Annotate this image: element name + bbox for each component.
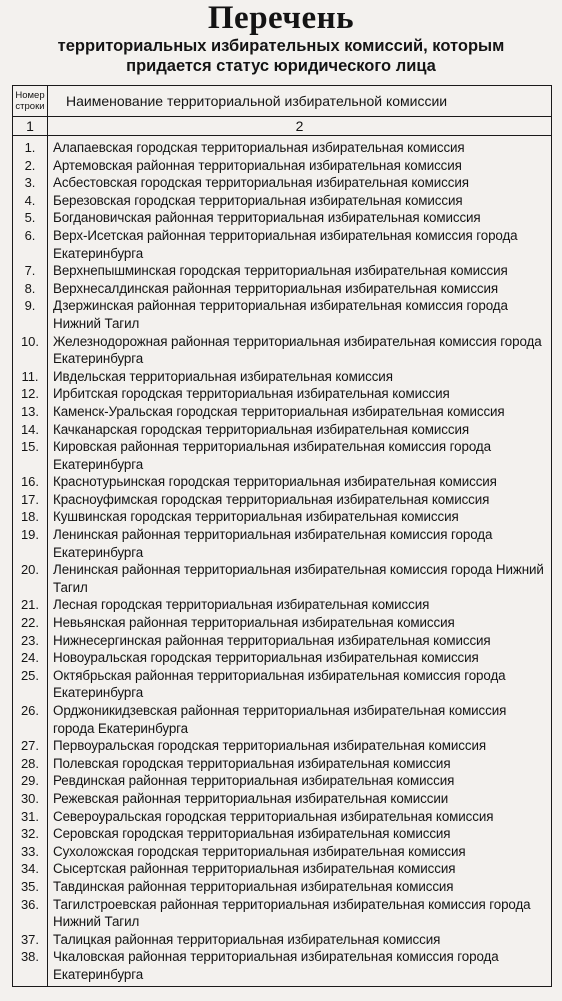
table-header-row [13,86,552,117]
row-number: 4. [24,192,36,208]
commission-name: Лесная городская территориальная избирательная комиссия [53,597,430,613]
row-number: 22. [20,615,40,631]
commission-name: Тагилстроевская районная территориальная избирательная комиссия города Нижний Тагил [53,896,531,930]
row-number: 27. [20,738,40,754]
commission-name: Октябрьская районная территориальная избирательная комиссия города Екатеринбурга [53,667,506,701]
row-number: 20. [20,562,40,578]
row-number: 14. [20,421,40,437]
row-number: 28. [20,755,40,771]
commission-name: Дзержинская районная территориальная избирательная комиссия города Нижний Тагил [53,298,508,331]
commission-name: Сысертская районная территориальная избирательная комиссия [53,861,456,877]
commission-name: Сухоложская городская территориальная избирательная комиссия [53,843,466,859]
row-number: 11. [21,368,39,384]
commission-name: Каменск-Уральская городская территориальная избирательная комиссия [53,403,505,419]
row-number: 35. [20,878,40,894]
commission-name: Талицкая районная территориальная избирательная комиссия [53,931,441,947]
commission-name: Первоуральская городская территориальная избирательная комиссия [53,738,486,754]
commission-name: Алапаевская городская территориальная избирательная комиссия [53,140,465,155]
row-number: 29. [20,773,40,789]
commission-name: Артемовская районная территориальная избирательная комиссия [53,157,462,173]
row-number: 12. [20,386,40,402]
commission-name: Кушвинская городская территориальная избирательная комиссия [53,509,459,525]
commission-name-column [48,136,552,987]
row-number: 32. [20,826,40,842]
commission-name: Ивдельская территориальная избирательная комиссия [53,368,393,384]
row-number: 16. [20,474,40,490]
document-subtitle-line-2: придается статус юридического лица [126,57,436,75]
row-number: 1. [24,140,36,155]
commission-name: Качканарская городская территориальная избирательная комиссия [53,421,469,437]
row-number: 10. [20,333,40,349]
index-cell-1: 1 [13,117,48,136]
commission-name: Краснотурьинская городская территориальная избирательная комиссия [53,474,497,490]
commission-name: Невьянская районная территориальная избирательная комиссия [53,615,455,631]
commission-name: Ревдинская районная территориальная избирательная комиссия [53,773,455,789]
document-subtitle-line-1: территориальных избирательных комиссий, которым [57,37,505,55]
commission-name: Новоуральская городская территориальная избирательная комиссия [53,650,479,666]
row-number-column [13,136,48,987]
commissions-table [12,85,552,987]
commission-name: Нижнесергинская районная территориальная избирательная комиссия [53,632,491,648]
document-page [0,1,562,1001]
commission-name: Полевская городская территориальная избирательная комиссия [53,755,451,771]
table-index-row [13,117,552,136]
table-body [13,136,552,987]
commission-name: Березовская городская территориальная избирательная комиссия [53,192,463,208]
row-number: 31. [20,808,40,824]
row-number: 30. [20,790,40,806]
header-row-number: Номер строки [13,86,48,117]
commission-name: Верхнепышминская городская территориальная избирательная комиссия [53,263,508,279]
row-number: 33. [20,843,40,859]
commission-name: Ленинская районная территориальная избирательная комиссия города Нижний Тагил [53,562,544,595]
row-number: 8. [24,280,36,296]
commission-name: Железнодорожная районная территориальная избирательная комиссия города Екатеринбурга [53,333,542,367]
document-title: Перечень [207,0,355,36]
row-number: 19. [20,527,40,543]
commission-name: Серовская городская территориальная избирательная комиссия [53,826,451,842]
index-cell-2: 2 [48,117,552,136]
row-number: 38. [20,949,40,965]
header-commission-name: Наименование территориальной избирательной комиссии [48,86,552,117]
commission-name: Североуральская городская территориальная избирательная комиссия [53,808,494,824]
commission-name: Богдановичская районная территориальная избирательная комиссия [53,210,481,226]
row-number: 18. [20,509,40,525]
row-number: 9. [24,298,36,314]
commission-name: Орджоникидзевская районная территориальная избирательная комиссия города Екатеринбурга [53,703,507,736]
commission-name: Верхнесалдинская районная территориальная избирательная комиссия [53,280,499,296]
commission-name: Асбестовская городская территориальная избирательная комиссия [53,175,469,191]
commission-name: Кировская районная территориальная избирательная комиссия города Екатеринбурга [53,439,491,472]
row-number: 17. [20,491,40,507]
row-number: 21. [20,597,40,613]
commission-name: Верх-Исетская районная территориальная избирательная комиссия города Екатеринбурга [53,227,518,261]
row-number: 24. [20,650,40,666]
commission-name: Ирбитская городская территориальная избирательная комиссия [53,386,450,402]
row-number: 25. [20,667,40,683]
commission-name: Чкаловская районная территориальная избирательная комиссия города Екатеринбурга [53,949,499,982]
row-number: 6. [24,227,36,243]
row-number: 34. [20,861,40,877]
commission-name: Режевская районная территориальная избирательная комиссии [53,790,449,806]
row-number: 36. [20,896,40,912]
row-number: 15. [20,439,40,455]
commission-name: Красноуфимская городская территориальная избирательная комиссия [53,491,490,507]
commission-name: Ленинская районная территориальная избирательная комиссия города Екатеринбурга [53,527,493,560]
row-number: 37. [20,931,40,947]
commission-name: Тавдинская районная территориальная избирательная комиссия [53,878,454,894]
row-number: 26. [20,703,40,718]
row-number: 23. [20,632,40,648]
row-number: 7. [24,263,36,279]
row-number: 3. [24,175,36,191]
row-number: 13. [20,403,40,419]
row-number: 5. [24,210,36,226]
row-number: 2. [24,157,36,173]
